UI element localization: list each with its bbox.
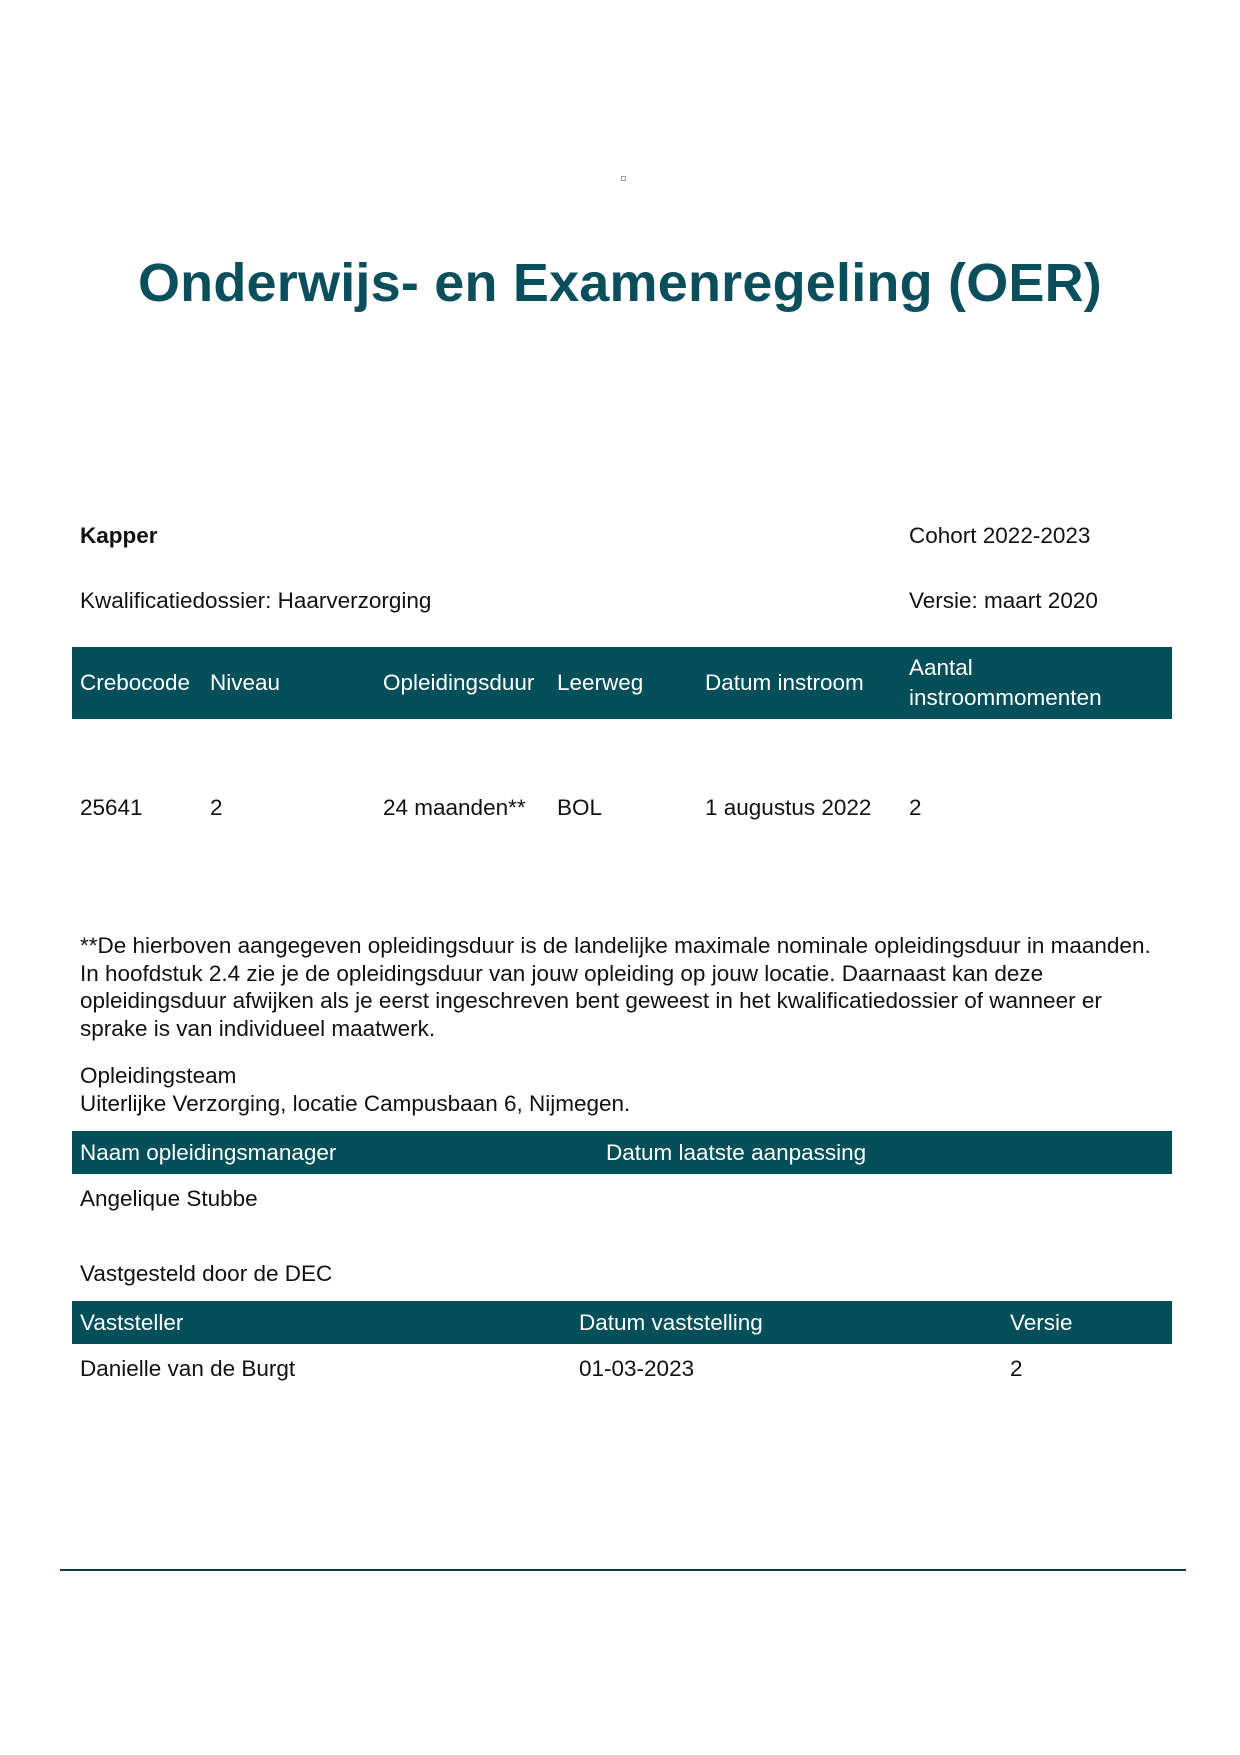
opleiding-name: Kapper xyxy=(80,523,158,548)
vaststelling-table-header xyxy=(72,1301,1172,1344)
table-row xyxy=(72,1355,1172,1385)
cell-instroommomenten: 2 xyxy=(909,795,922,820)
cell-versie: 2 xyxy=(1010,1356,1023,1381)
opleidingsteam-label: Opleidingsteam xyxy=(80,1063,237,1088)
col-naam-opleidingsmanager: Naam opleidingsmanager xyxy=(80,1140,337,1165)
opleidingsteam-location: Uiterlijke Verzorging, locatie Campusbaan 6, Nijmegen. xyxy=(80,1091,631,1116)
opleidingsduur-note: **De hierboven aangegeven opleidingsduur is de landelijke maximale nominale opleidingsduur in maanden. In hoofdstuk 2.4 zie je de opleidingsduur van jouw opleiding op jouw locatie. Daarnaast kan deze opleidingsduur afwijken als je eerst ingeschreven bent geweest in het kwalificatiedossier of wanneer er sprake is van individueel maatwerk. xyxy=(80,933,1151,1041)
col-instroommomenten: instroommomenten xyxy=(909,685,1102,710)
col-vaststeller: Vaststeller xyxy=(80,1310,184,1335)
cell-naam-opleidingsmanager: Angelique Stubbe xyxy=(80,1186,258,1211)
col-leerweg: Leerweg xyxy=(557,670,644,695)
cell-datum-instroom: 1 augustus 2022 xyxy=(705,795,872,820)
image-placeholder-icon xyxy=(621,176,626,181)
cell-niveau: 2 xyxy=(210,795,223,820)
cell-vaststeller: Danielle van de Burgt xyxy=(80,1356,296,1381)
col-versie: Versie xyxy=(1010,1310,1073,1335)
col-datum-instroom: Datum instroom xyxy=(705,670,864,695)
col-aantal: Aantal xyxy=(909,655,973,680)
cell-opleidingsduur: 24 maanden** xyxy=(383,795,526,820)
cell-leerweg: BOL xyxy=(557,795,603,820)
manager-table-header xyxy=(72,1131,1172,1174)
footer-divider xyxy=(60,1569,1186,1571)
opleiding-table-header xyxy=(72,647,1172,719)
cell-datum-vaststelling: 01-03-2023 xyxy=(579,1356,695,1381)
dec-label: Vastgesteld door de DEC xyxy=(80,1261,333,1286)
table-row xyxy=(72,1185,1172,1215)
col-opleidingsduur: Opleidingsduur xyxy=(383,670,535,695)
page-title: Onderwijs- en Examenregeling (OER) xyxy=(137,253,1102,313)
col-crebocode: Crebocode xyxy=(80,670,191,695)
col-datum-vaststelling: Datum vaststelling xyxy=(579,1310,763,1335)
table-row xyxy=(72,794,1172,824)
versie-label: Versie: maart 2020 xyxy=(909,588,1098,613)
col-datum-laatste-aanpassing: Datum laatste aanpassing xyxy=(606,1140,867,1165)
kwalificatiedossier-label: Kwalificatiedossier: Haarverzorging xyxy=(80,588,432,613)
cell-crebocode: 25641 xyxy=(80,795,143,820)
cohort-label: Cohort 2022-2023 xyxy=(909,523,1091,548)
col-niveau: Niveau xyxy=(210,670,281,695)
